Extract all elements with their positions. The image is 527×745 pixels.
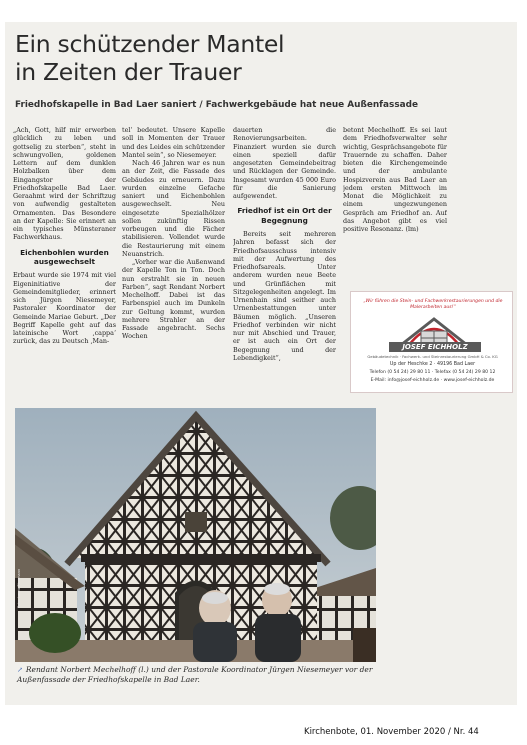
ad-contact: E-Mail: info@josef-eichholz.de · www.josef-eichholz.de <box>370 378 495 383</box>
headline-line-2: in Zeiten der Trauer <box>15 58 242 86</box>
ad-slogan: „Wir führen die Stein- und Fachwerkrestaurierungen und die Malerarbeiten aus!“ <box>363 299 503 310</box>
headline-line-1: Ein schützender Mantel <box>15 30 285 58</box>
ad-company-name: JOSEF EICHHOLZ <box>389 342 481 352</box>
caption-text: Rendant Norbert Mechelhoff (l.) und der Pastorale Koordinator Jürgen Niesemeyer vor der Außenfassade der Friedhofskapelle in Bad Laer. <box>17 665 373 684</box>
caption-arrow-icon: ↗ <box>17 666 23 674</box>
article-paragraph: „Vorher war die Außenwand der Kapelle Ton in Ton. Doch nun erstrahlt sie in neuen Farben“, sagt Rendant Norbert Mechelhoff. Dabei ist das Farbenspiel auch im Dunkeln zur Geltung kommt, wurden mehrere Strahler an der Fassade angebracht. Sechs Wochen <box>122 258 225 341</box>
article-paragraph: dauerten die Renovierungsarbeiten. Finanziert wurden sie durch einen speziell dafür angesetzten Gemeindebeitrag und Rücklagen der Gemeinde. Insgesamt wurden 45 000 Euro für die Sanierung aufgewendet. <box>233 126 336 200</box>
article-paragraph: betont Mechelhoff. Es sei laut dem Friedhofsverwalter sehr wichtig, Gesprächsangebote für Trauernde zu schaffen. Daher bieten die Kirchengemeinde und der ambulante Hospizverein aus Bad Laer an jedem ersten Mittwoch im Monat die Möglichkeit zu einem ungezwungenen Gespräch am Friedhof an. Auf das Angebot gibt es viel positive Resonanz. (lm) <box>343 126 447 233</box>
article-column-2 <box>122 126 225 418</box>
ad-company-subtitle: Gebäudetechnik · Fachwerk- und Steinrestaurierung GmbH & Co. KG <box>367 354 498 359</box>
photo-credit: Foto: Laura Plaumann <box>17 568 21 608</box>
article-column-3 <box>233 126 336 418</box>
chapel-photo <box>15 408 376 662</box>
article-column-4 <box>343 126 447 276</box>
article-column-1 <box>13 126 116 418</box>
subheadline: Friedhofskapelle in Bad Laer saniert / Fachwerkgebäude hat neue Außenfassade <box>15 100 418 110</box>
advertisement <box>350 291 513 393</box>
article-paragraph: Bereits seit mehreren Jahren befasst sich der Friedhofsausschuss intensiv mit der Aufwertung des Friedhofsareals. Unter anderem wurden neue Beete und Grünflächen mit Sitzgelegenheiten angelegt. Im Urnenhain sind seither auch Urnenbestattungen unter Bäumen möglich. „Unseren Friedhof verbinden wir nicht nur mit Abschied und Trauer, er ist auch ein Ort der Begegnung und der Lebendigkeit“, <box>233 230 336 362</box>
section-heading: Eichenbohlen wurden ausgewechselt <box>20 247 109 266</box>
article-paragraph: tel‘ bedeutet. Unsere Kapelle soll in Momenten der Trauer und des Leides ein schützender Mantel sein“, so Niesemeyer. <box>122 126 225 159</box>
section-heading: Friedhof ist ein Ort der Begegnung <box>237 206 332 225</box>
source-footer: Kirchenbote, 01. November 2020 / Nr. 44 <box>304 727 479 737</box>
ad-phone: Telefon (0 54 24) 29 80 11 · Telefax (0 54 24) 29 80 12 <box>369 370 496 375</box>
ad-address: Up der Heschke 2 · 49196 Bad Laer <box>389 362 476 367</box>
headline <box>15 30 415 86</box>
newspaper-clipping <box>5 22 517 705</box>
article-paragraph: Nach 46 Jahren war es nun an der Zeit, die Fassade des Gebäudes zu erneuern. Dazu wurden einzelne Gefache saniert und Eichenbohlen ausgewechselt. Neu eingesetzte Spezialhölzer sollen zukünftig Rissen vorbeugen und die Fächer stabilisieren. Vollendet wurde die Restaurierung mit einem Neuanstrich. <box>122 159 225 258</box>
chapel-photo-illustration <box>15 408 376 662</box>
photo-caption <box>17 665 417 685</box>
article-paragraph: Erbaut wurde sie 1974 mit viel Eigeninitiative der Gemeindemitglieder, erinnert sich Jürgen Niesemeyer, Pastoraler Koordinator der Gemeinde Mariae Geburt. „Der Begriff Kapelle geht auf das lateinische Wort ‚cappa‘ zurück, das zu Deutsch ‚Man- <box>13 271 116 346</box>
article-paragraph: „Ach, Gott, hilf mir erwerben glücklich zu leben und gottselig zu sterben“, steht in schwungvollen, goldenen Lettern auf dem dunklen Holzbalken über dem Eingangstor der Friedhofskapelle Bad Laer. Geraahmt wird der Schriftzug von aufwendig gestalteten Ornamenten. Das Besondere an der Kapelle: Sie erinnert an ein typisches Münsteraner Fachwerkhaus. <box>13 126 116 242</box>
